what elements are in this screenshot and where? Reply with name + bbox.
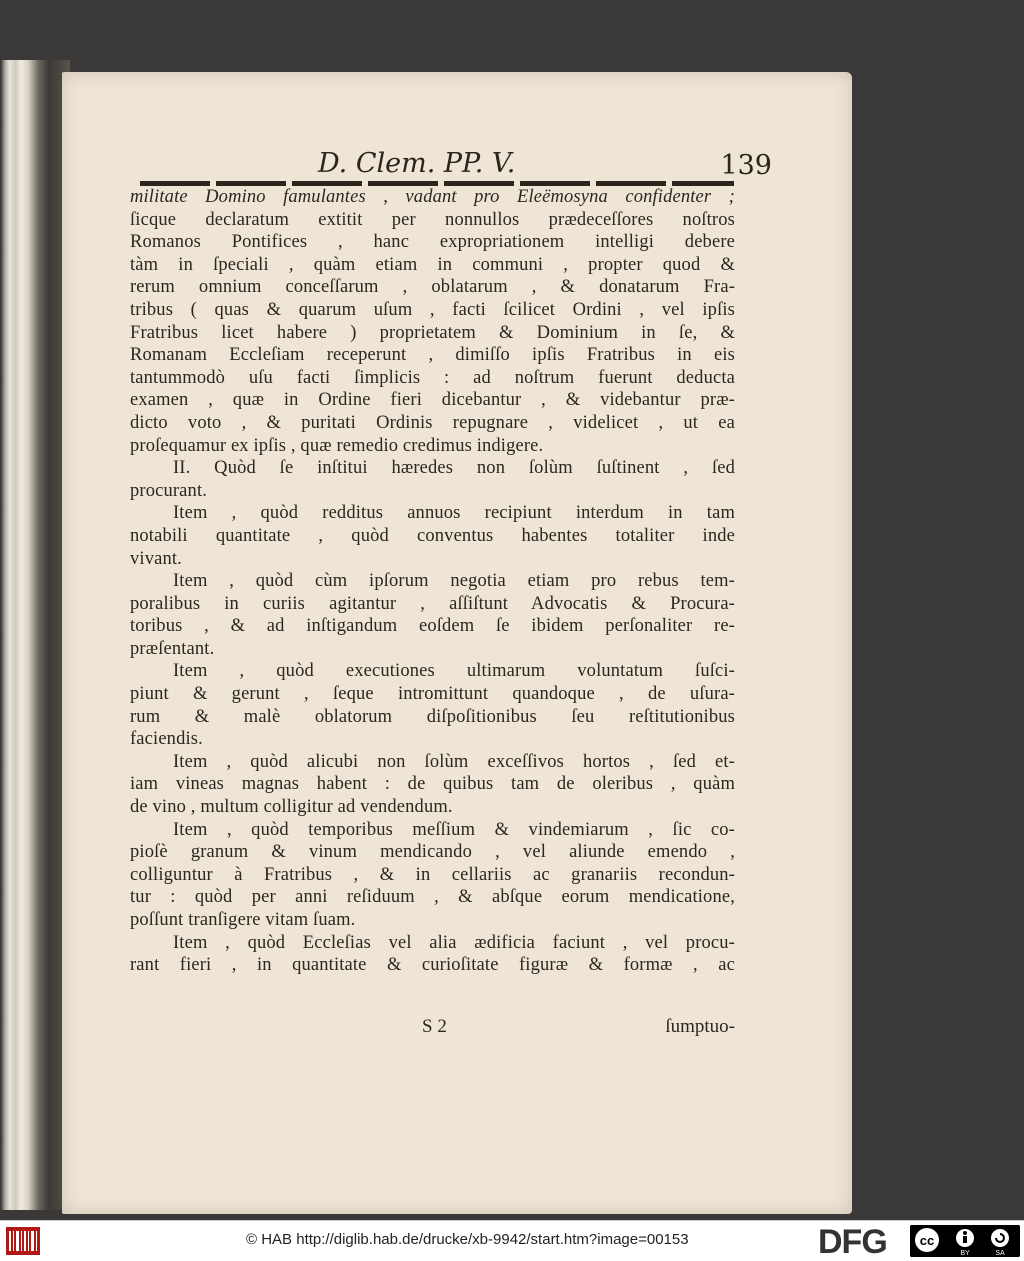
svg-text:SA: SA: [995, 1250, 1005, 1257]
text-line: Item , quòd cùm ipſorum negotia etiam pro rebus tem-: [173, 571, 735, 592]
svg-text:cc: cc: [919, 1233, 935, 1248]
text-line: rerum omnium conceſſarum , oblatarum , & donatarum Fra-: [130, 277, 735, 298]
text-line: procurant.: [130, 480, 208, 501]
text-line: rum & malè oblatorum diſpoſitionibus ſeu reſtitutionibus: [130, 706, 735, 727]
text-line: Romanos Pontifices , hanc expropriationem intelligi debere: [130, 232, 735, 253]
page-footer: [130, 1016, 735, 1042]
text-line: II. Quòd ſe inſtitui hæredes non ſolùm ſuſtinent , ſed: [173, 458, 735, 479]
text-line: tantummodò uſu facti ſimplicis : ad noſtrum fuerunt deducta: [130, 367, 735, 388]
text-line: notabili quantitate , quòd conventus habentes totaliter inde: [130, 525, 735, 546]
text-line: poſſunt tranſigere vitam ſuam.: [130, 910, 356, 930]
hab-barcode-icon: [6, 1227, 40, 1255]
text-line: Item , quòd executiones ultimarum voluntatum ſuſci-: [173, 661, 735, 682]
cc-license-icon[interactable]: [910, 1225, 1020, 1257]
text-line: pioſè granum & vinum mendicando , vel aliunde emendo ,: [130, 842, 735, 863]
body-text: [130, 186, 735, 977]
text-line: militate Domino famulantes , vadant pro Eleëmosyna confidenter ;: [130, 187, 735, 207]
text-line: dicto voto , & puritati Ordinis repugnare , videlicet , ut ea: [130, 412, 735, 433]
text-line: ſicque declaratum extitit per nonnullos prædeceſſores noſtros: [130, 209, 735, 230]
text-line: de vino , multum colligitur ad vendendum.: [130, 797, 453, 818]
text-line: præſentant.: [130, 638, 215, 659]
running-title: D. Clem. PP. V.: [318, 148, 516, 179]
signature-mark: S 2: [422, 1016, 447, 1037]
page-header: [290, 148, 772, 184]
text-line: tàm in ſpeciali , quàm etiam in communi , propter quod &: [130, 254, 735, 275]
viewer-footer-bar: [0, 1220, 1024, 1261]
text-line: poralibus in curiis agitantur , aſſiſtunt Advocatis & Procura-: [130, 593, 735, 614]
book-page-edges: [0, 60, 70, 1210]
text-line: Fratribus licet habere ) proprietatem & Dominium in ſe, &: [130, 322, 735, 343]
text-line: vivant.: [130, 548, 182, 569]
text-line: colliguntur à Fratribus , & in cellariis ac granariis recondun-: [130, 864, 735, 885]
text-line: faciendis.: [130, 729, 203, 750]
text-line: toribus , & ad inſtigandum eoſdem ſe ibidem perſonaliter re-: [130, 616, 735, 637]
svg-text:BY: BY: [960, 1250, 970, 1257]
page-number: 139: [720, 150, 772, 181]
text-line: tur : quòd per anni reſiduum , & abſque eorum mendicatione,: [130, 887, 735, 908]
text-line: Item , quòd redditus annuos recipiunt interdum in tam: [173, 503, 735, 524]
text-line: iam vineas magnas habent : de quibus tam de oleribus , quàm: [130, 774, 735, 795]
text-line: Item , quòd alicubi non ſolùm exceſſivos hortos , ſed et-: [173, 751, 735, 772]
text-line: rant fieri , in quantitate & curioſitate figuræ & formæ , ac: [130, 955, 735, 976]
text-line: examen , quæ in Ordine fieri dicebantur , & videbantur præ-: [130, 390, 735, 411]
text-line: tribus ( quas & quarum uſum , facti ſcilicet Ordini , vel ipſis: [130, 299, 735, 320]
text-line: Item , quòd Eccleſias vel alia ædificia faciunt , vel procu-: [173, 932, 735, 953]
text-line: piunt & gerunt , ſeque intromittunt quandoque , de uſura-: [130, 684, 735, 705]
catchword: ſumptuo-: [665, 1016, 735, 1037]
credit-link[interactable]: © HAB http://diglib.hab.de/drucke/xb-9942/start.htm?image=00153: [246, 1231, 689, 1248]
text-line: Item , quòd temporibus meſſium & vindemiarum , ſic co-: [173, 819, 735, 840]
dfg-logo: DFG: [818, 1223, 887, 1261]
text-line: Romanam Eccleſiam receperunt , dimiſſo ipſis Fratribus in eis: [130, 345, 735, 366]
text-line: proſequamur ex ipſis , quæ remedio credimus indigere.: [130, 435, 544, 456]
